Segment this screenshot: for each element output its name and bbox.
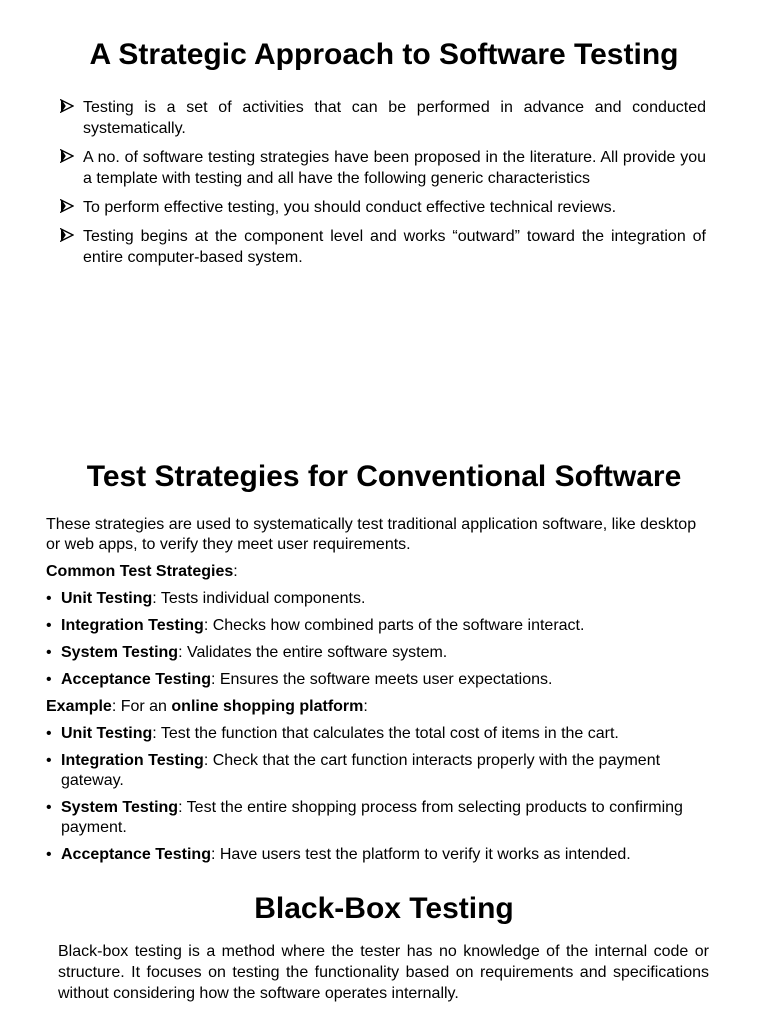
- common-strategies-heading: Common Test Strategies:: [46, 563, 238, 580]
- list-item: [60, 226, 706, 268]
- term: Integration Testing: [61, 617, 204, 634]
- strategic-approach-list: [60, 97, 706, 276]
- section-title-strategic-approach: A Strategic Approach to Software Testing: [89, 38, 679, 71]
- list-item-text: A no. of software testing strategies have been proposed in the literature. All provide you a template with testing and all have the following generic characteristics: [83, 149, 706, 187]
- bullet-icon: •: [46, 846, 52, 863]
- bullet-icon: •: [46, 590, 52, 607]
- bullet-icon: •: [46, 617, 52, 634]
- description: : Check that the cart function interacts properly with the payment gateway.: [61, 752, 661, 789]
- term: Acceptance Testing: [61, 846, 211, 863]
- bullet-icon: •: [46, 799, 52, 816]
- term: Integration Testing: [61, 752, 204, 769]
- bullet-icon: •: [46, 671, 52, 688]
- description: : Ensures the software meets user expectations.: [210, 671, 553, 688]
- arrow-bullet-icon: [60, 149, 74, 163]
- arrow-bullet-icon: [60, 99, 74, 113]
- black-box-paragraph: Black-box testing is a method where the tester has no knowledge of the internal code or structure. It focuses on testing the functionality based on requirements and specifications without considering how the software operates internally.: [58, 943, 709, 1002]
- arrow-bullet-icon: [60, 199, 74, 213]
- description: : Test the entire shopping process from selecting products to confirming payment.: [61, 799, 683, 836]
- list-item: [46, 798, 710, 838]
- term: Unit Testing: [61, 590, 153, 607]
- example-heading: Example: For an online shopping platform:: [46, 698, 368, 715]
- term: System Testing: [61, 799, 179, 816]
- list-item-text: To perform effective testing, you should conduct effective technical reviews.: [83, 199, 617, 216]
- term: Acceptance Testing: [61, 671, 211, 688]
- list-item: [46, 670, 710, 690]
- conventional-strategies-body: [46, 515, 710, 872]
- bullet-icon: •: [46, 644, 52, 661]
- list-item: [46, 751, 710, 791]
- list-item: [46, 589, 710, 609]
- description: : Tests individual components.: [152, 590, 366, 607]
- section-title-conventional-strategies: Test Strategies for Conventional Software: [86, 460, 682, 493]
- common-strategies-list: [46, 589, 710, 690]
- list-item: [60, 147, 706, 189]
- term: System Testing: [61, 644, 179, 661]
- list-item: [46, 845, 710, 865]
- description: : Test the function that calculates the total cost of items in the cart.: [152, 725, 619, 742]
- description: : Have users test the platform to verify it works as intended.: [210, 846, 631, 863]
- arrow-bullet-icon: [60, 228, 74, 242]
- list-item: [46, 616, 710, 636]
- description: : Validates the entire software system.: [178, 644, 448, 661]
- list-item-text: Testing begins at the component level and works “outward” toward the integration of entire computer-based system.: [83, 228, 706, 266]
- bullet-icon: •: [46, 752, 52, 769]
- list-item: [46, 643, 710, 663]
- list-item-text: Testing is a set of activities that can be performed in advance and conducted systematically.: [83, 99, 706, 137]
- list-item: [46, 724, 710, 744]
- bullet-icon: •: [46, 725, 52, 742]
- section-title-black-box-testing: Black-Box Testing: [254, 892, 514, 925]
- term: Unit Testing: [61, 725, 153, 742]
- description: : Checks how combined parts of the software interact.: [203, 617, 585, 634]
- list-item: [60, 197, 706, 218]
- intro-paragraph: These strategies are used to systematically test traditional application software, like desktop or web apps, to verify they meet user requirements.: [46, 516, 697, 553]
- list-item: [60, 97, 706, 139]
- example-list: [46, 724, 710, 865]
